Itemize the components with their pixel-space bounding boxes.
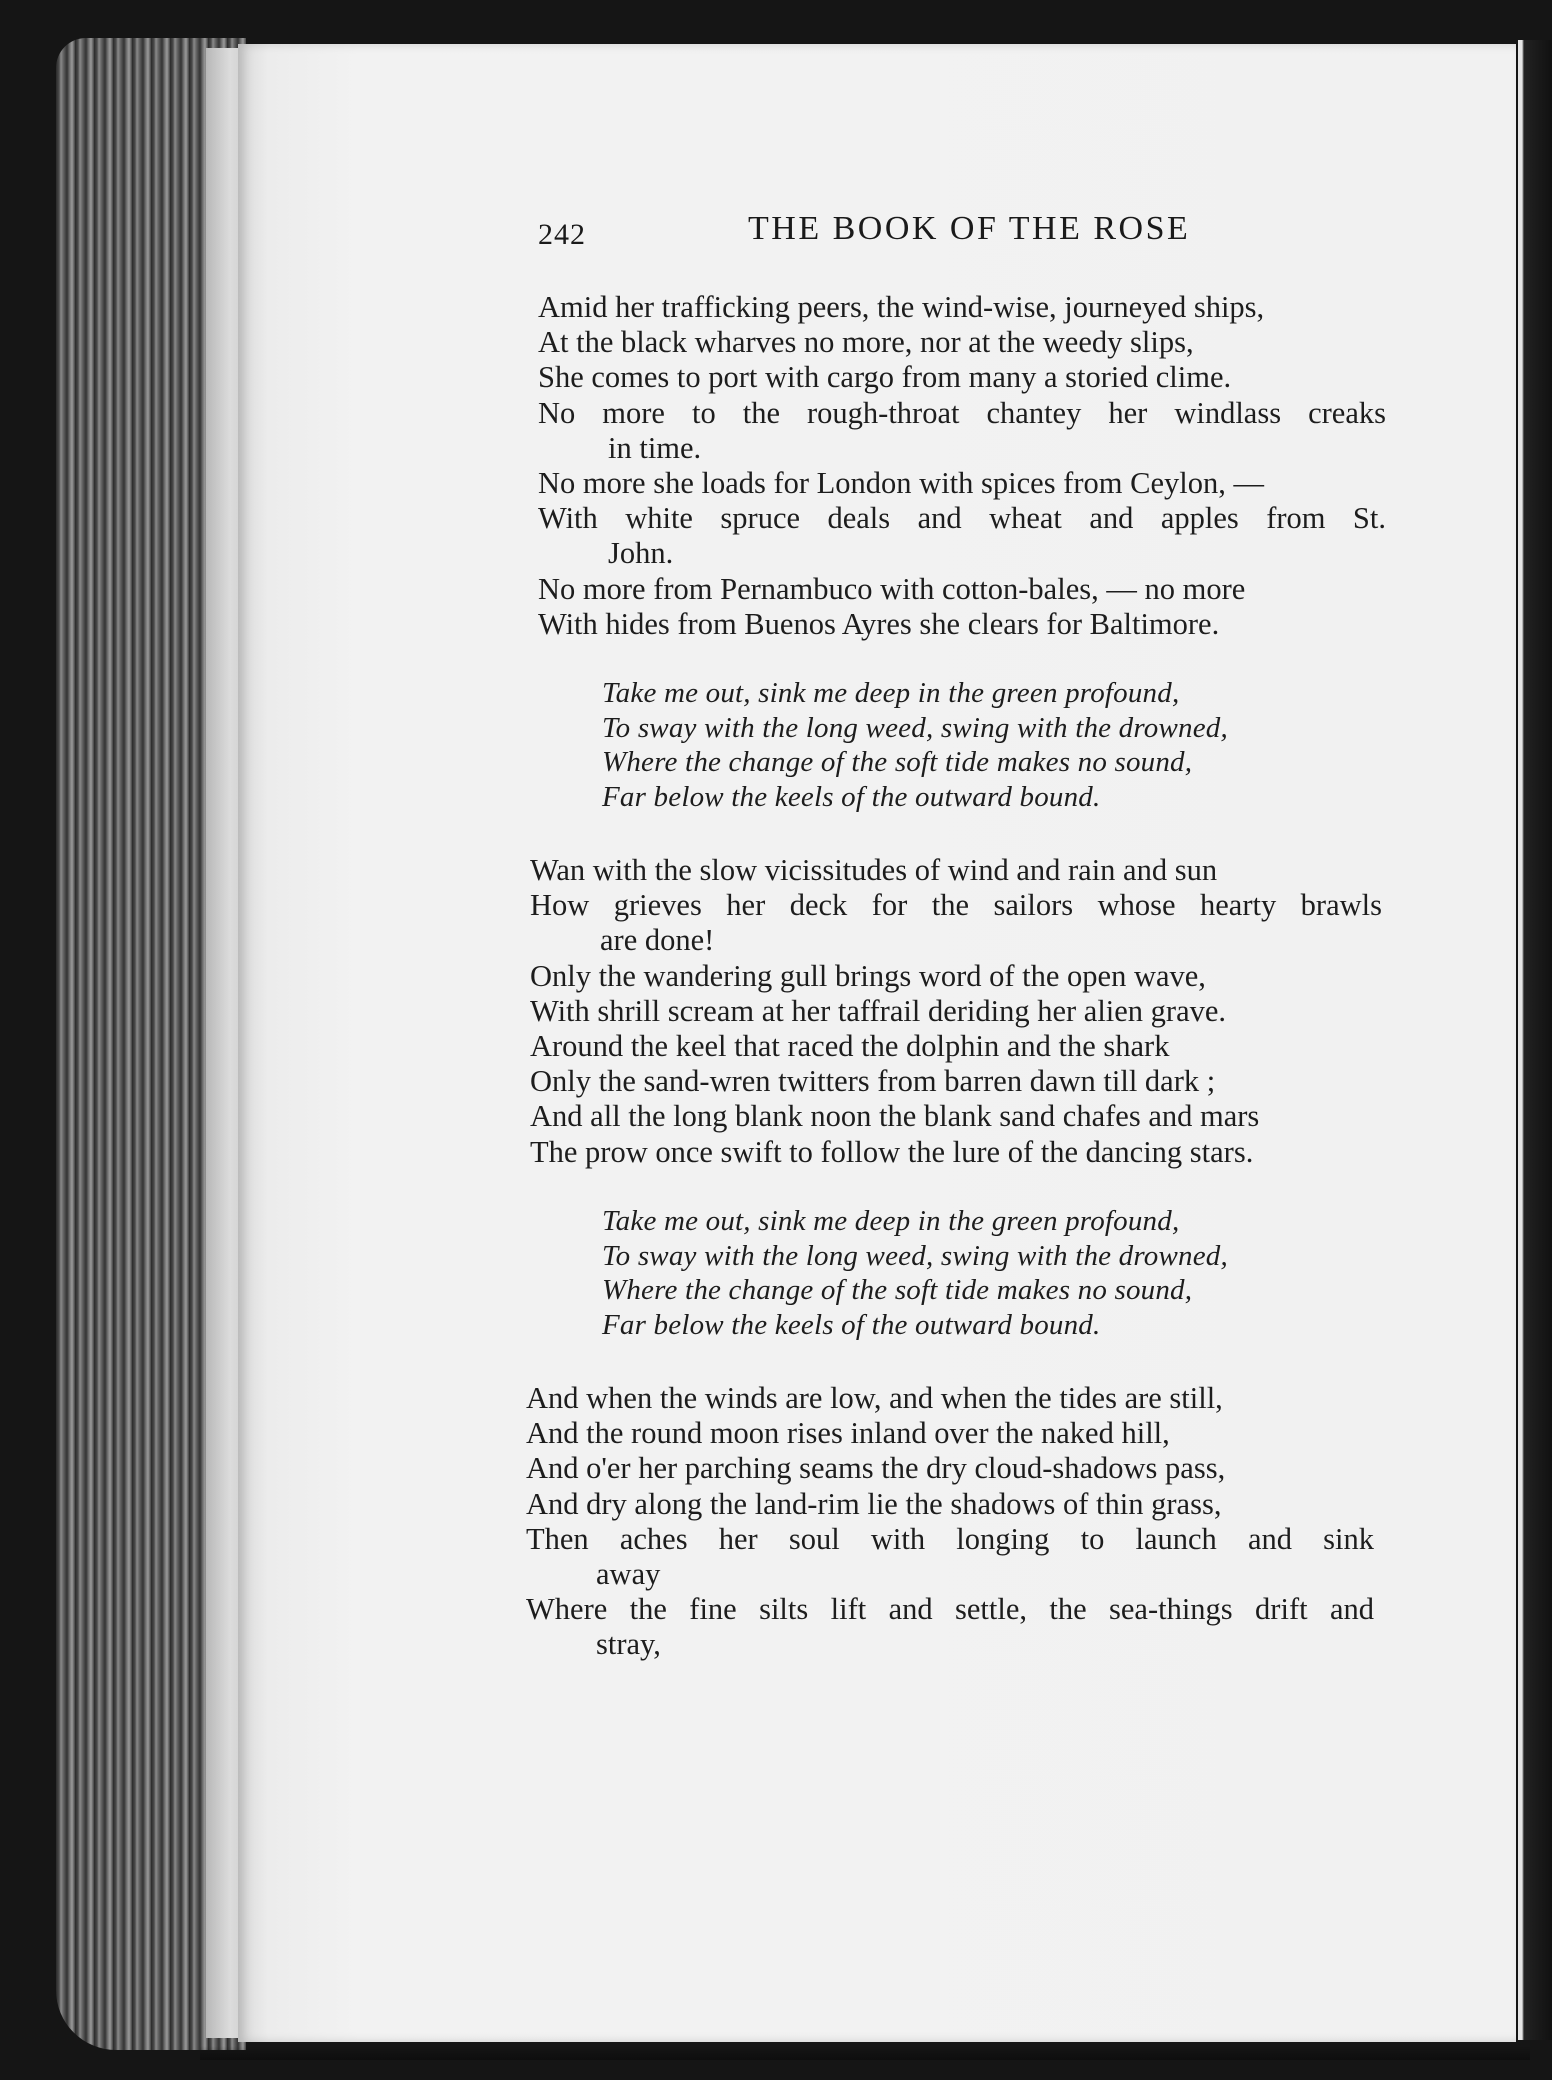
poem-line: Around the keel that raced the dolphin and the shark [530, 1029, 1170, 1063]
poem-line: The prow once swift to follow the lure of the dancing stars. [530, 1134, 1254, 1169]
refrain-line: Where the change of the soft tide makes no sound, [602, 746, 1193, 779]
poem-line: At the black wharves no more, nor at the weedy slips, [538, 325, 1194, 360]
poem-line: She comes to port with cargo from many a storied clime. [538, 360, 1232, 395]
poem-line: And o'er her parching seams the dry cloud-shadows pass, [526, 1451, 1226, 1486]
poem-line: And dry along the land-rim lie the shadows of thin grass, [526, 1486, 1222, 1521]
book-page-edges [56, 38, 246, 2050]
refrain-line: Take me out, sink me deep in the green profound, [602, 1204, 1180, 1237]
poem-text [526, 290, 1386, 1662]
poem-line: Only the wandering gull brings word of the open wave, [530, 958, 1206, 993]
poem-line: Where the fine silts lift and settle, the sea-things drift and [526, 1592, 1374, 1627]
refrain [526, 676, 1386, 815]
poem-line: And when the winds are low, and when the tides are still, [526, 1380, 1223, 1415]
poem-line: Amid her trafficking peers, the wind-wise, journeyed ships, [538, 290, 1265, 324]
stanza [538, 290, 1386, 642]
poem-line-continuation: stray, [596, 1627, 661, 1662]
poem-line: And all the long blank noon the blank sand chafes and mars [530, 1099, 1260, 1134]
stanza [530, 853, 1382, 1170]
poem-line: With white spruce deals and wheat and apples from St. [538, 501, 1386, 536]
refrain-line: Where the change of the soft tide makes no sound, [602, 1274, 1193, 1307]
poem-line: No more from Pernambuco with cotton-bales, — no more [538, 571, 1246, 606]
refrain-line: To sway with the long weed, swing with the drowned, [602, 711, 1228, 744]
right-gutter-strip [1518, 40, 1552, 2040]
refrain-line: Take me out, sink me deep in the green profound, [602, 676, 1180, 709]
poem-line: With hides from Buenos Ayres she clears for Baltimore. [538, 606, 1220, 641]
poem-line: How grieves her deck for the sailors whose hearty brawls [530, 888, 1382, 923]
stanza [526, 1381, 1374, 1663]
refrain-line: Far below the keels of the outward bound. [602, 781, 1101, 814]
page-number: 242 [538, 218, 586, 251]
page-bottom-shadow [200, 2046, 1530, 2060]
poem-line: Only the sand-wren twitters from barren dawn till dark ; [530, 1064, 1216, 1099]
page-header [538, 210, 1368, 260]
poem-line: Wan with the slow vicissitudes of wind and rain and sun [530, 853, 1218, 888]
poem-line: No more she loads for London with spices from Ceylon, — [538, 465, 1264, 500]
poem-line: With shrill scream at her taffrail deriding her alien grave. [530, 993, 1227, 1028]
poem-line-continuation: away [596, 1556, 661, 1591]
refrain-line: Far below the keels of the outward bound. [602, 1309, 1101, 1342]
poem-line: Then aches her soul with longing to launch and sink [526, 1521, 1374, 1556]
poem-line: No more to the rough-throat chantey her windlass creaks [538, 395, 1386, 430]
running-title: THE BOOK OF THE ROSE [748, 210, 1191, 247]
poem-line-continuation: John. [608, 536, 674, 571]
refrain-line: To sway with the long weed, swing with the drowned, [602, 1239, 1228, 1272]
poem-line-continuation: are done! [600, 923, 715, 958]
poem-line: And the round moon rises inland over the naked hill, [526, 1416, 1170, 1451]
refrain [526, 1204, 1386, 1343]
poem-line-continuation: in time. [608, 430, 702, 465]
